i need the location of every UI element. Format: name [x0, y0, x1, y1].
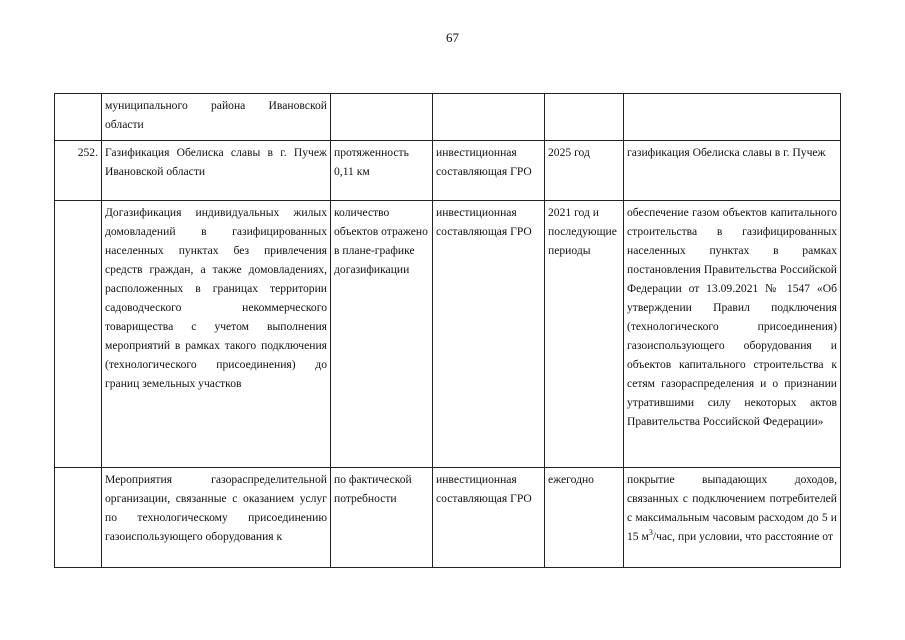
measure-name: Мероприятия газораспределительной организации, связанные с оказанием услуг по технологическому присоединению газоиспользующего оборудования к: [102, 468, 331, 568]
cubic-superscript: 3: [648, 528, 653, 538]
measure-name: Догазификация индивидуальных жилых домовладений в газифицированных населенных пунктах без привлечения средств граждан, а также домовладениях, расположенных в границах территории садоводческого некоммерческого товарищества с учетом выполнения мероприятий в рамках такого подключения (технологического присоединения) до границ земельных участков: [102, 201, 331, 468]
result-cell: газификация Обелиска славы в г. Пучеж: [624, 141, 841, 201]
result-cell: [624, 468, 841, 568]
row-number: [55, 94, 102, 141]
table-row: [55, 94, 841, 141]
row-number: [55, 468, 102, 568]
table-row: [55, 141, 841, 201]
result-cell: обеспечение газом объектов капитального строительства в газифицированных населенных пунктах в рамках постановления Правительства Российской Федерации от 13.09.2021 № 1547 «Об утверждении Правил подключения (технологического присоединения) газоиспользующего оборудования и объектов капитального строительства к сетям газораспределения и о признании утратившими силу некоторых актов Правительства Российской Федерации»: [624, 201, 841, 468]
result-cell: [624, 94, 841, 141]
indicator-cell: протяженность 0,11 км: [331, 141, 433, 201]
funding-source-cell: инвестиционная составляющая ГРО: [433, 201, 545, 468]
table-row: [55, 468, 841, 568]
funding-source-cell: инвестиционная составляющая ГРО: [433, 468, 545, 568]
table-row: [55, 201, 841, 468]
indicator-cell: количество объектов отражено в плане-графике догазификации: [331, 201, 433, 468]
term-cell: [545, 94, 624, 141]
indicator-cell: [331, 94, 433, 141]
term-cell: 2025 год: [545, 141, 624, 201]
term-cell: 2021 год и последующие периоды: [545, 201, 624, 468]
funding-source-cell: инвестиционная составляющая ГРО: [433, 141, 545, 201]
result-text-part: покрытие выпадающих доходов, связанных с подключением потребителей с максимальным часовым расходом до 5 и 15 м: [627, 473, 837, 543]
measure-name: муниципального района Ивановской области: [102, 94, 331, 141]
measures-table: [54, 93, 841, 568]
funding-source-cell: [433, 94, 545, 141]
measure-name: Газификация Обелиска славы в г. Пучеж Ивановской области: [102, 141, 331, 201]
result-text-part: /час, при условии, что расстояние от: [652, 530, 833, 543]
indicator-cell: по фактической потребности: [331, 468, 433, 568]
page-number: 67: [446, 30, 459, 45]
term-cell: ежегодно: [545, 468, 624, 568]
row-number: [55, 201, 102, 468]
row-number: 252.: [55, 141, 102, 201]
